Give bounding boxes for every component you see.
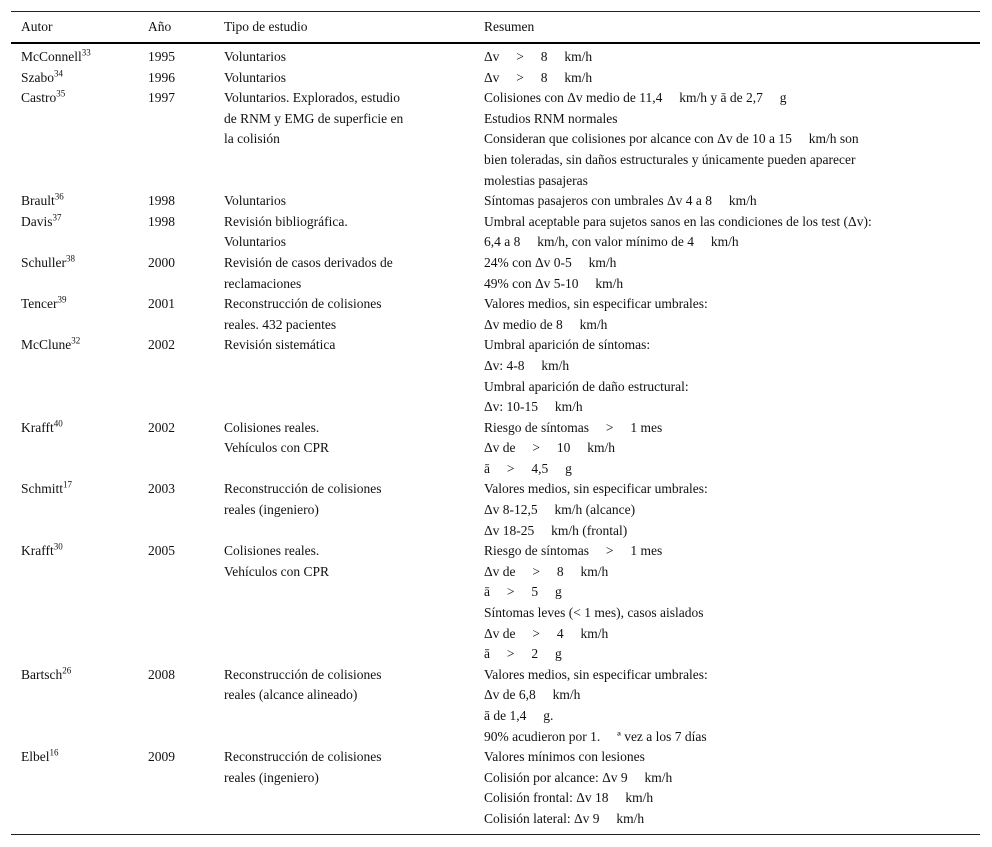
- author-name: Schuller: [21, 254, 66, 270]
- cell-tipo: [224, 335, 484, 417]
- cell-autor: [11, 253, 148, 294]
- cell-resumen: [484, 665, 980, 747]
- table-row: [11, 541, 980, 665]
- reference-number: 40: [53, 418, 63, 429]
- cell-tipo: [224, 541, 484, 665]
- resumen-line: Valores medios, sin especificar umbrales:: [484, 481, 708, 497]
- resumen-line: Colisiones con Δv medio de 11,4 km/h y ā de 2,7 g: [484, 90, 787, 106]
- tipo-line: reales (ingeniero): [224, 502, 319, 518]
- table-row: [11, 665, 980, 747]
- table-row: [11, 747, 980, 834]
- cell-resumen: [484, 541, 980, 665]
- tipo-line: reales (alcance alineado): [224, 687, 358, 703]
- author-name: Bartsch: [21, 666, 63, 682]
- resumen-line: Síntomas pasajeros con umbrales Δv 4 a 8 km/h: [484, 193, 757, 209]
- tipo-line: la colisión: [224, 131, 280, 147]
- studies-table: [11, 11, 980, 835]
- cell-tipo: [224, 212, 484, 253]
- reference-number: 17: [63, 479, 73, 490]
- table-row: [11, 43, 980, 68]
- author-name: Elbel: [21, 749, 50, 765]
- tipo-line: reales (ingeniero): [224, 769, 319, 785]
- cell-resumen: [484, 191, 980, 212]
- cell-autor: [11, 68, 148, 89]
- cell-tipo: [224, 68, 484, 89]
- resumen-line: Δv > 8 km/h: [484, 49, 593, 64]
- resumen-line: Δv: 10-15 km/h: [484, 399, 583, 415]
- resumen-line: Consideran que colisiones por alcance con Δv de 10 a 15 km/h son: [484, 131, 859, 147]
- tipo-line: Reconstrucción de colisiones: [224, 749, 382, 765]
- tipo-line: reales. 432 pacientes: [224, 316, 337, 332]
- reference-number: 36: [54, 191, 64, 202]
- resumen-line: Riesgo de síntomas > 1 mes: [484, 419, 663, 435]
- reference-number: 33: [81, 47, 91, 58]
- author-name: McClune: [21, 337, 72, 353]
- table-row: [11, 212, 980, 253]
- reference-number: 39: [57, 294, 67, 305]
- reference-number: 32: [71, 335, 81, 346]
- cell-resumen: [484, 68, 980, 89]
- reference-number: 37: [52, 212, 62, 223]
- cell-autor: [11, 88, 148, 191]
- reference-number: 16: [49, 747, 59, 758]
- author-name: Szabo: [21, 69, 54, 85]
- cell-anio: 2003: [148, 481, 175, 497]
- tipo-line: Revisión de casos derivados de: [224, 254, 393, 270]
- tipo-line: Colisiones reales.: [224, 419, 320, 435]
- resumen-line: Δv 18-25 km/h (frontal): [484, 522, 628, 538]
- cell-autor: [11, 541, 148, 665]
- reference-number: 35: [56, 88, 66, 99]
- cell-tipo: [224, 43, 484, 68]
- cell-autor: [11, 212, 148, 253]
- reference-number: 30: [53, 541, 63, 552]
- resumen-line: ā de 1,4 g.: [484, 708, 554, 723]
- cell-resumen: [484, 747, 980, 834]
- resumen-line: Riesgo de síntomas > 1 mes: [484, 543, 663, 559]
- resumen-line: Δv: 4-8 km/h: [484, 357, 570, 373]
- resumen-line: Δv > 8 km/h: [484, 69, 593, 85]
- author-name: Krafft: [21, 543, 54, 559]
- cell-anio: 2002: [148, 337, 175, 353]
- cell-resumen: [484, 212, 980, 253]
- tipo-line: Voluntarios: [224, 193, 287, 209]
- cell-resumen: [484, 43, 980, 68]
- resumen-line: Umbral aparición de síntomas:: [484, 337, 651, 353]
- author-name: Tencer: [21, 296, 58, 312]
- resumen-line: Δv 8-12,5 km/h (alcance): [484, 502, 636, 518]
- author-name: Schmitt: [21, 481, 64, 497]
- resumen-line: Valores mínimos con lesiones: [484, 749, 645, 765]
- cell-anio: 2009: [148, 749, 175, 765]
- reference-number: 34: [54, 68, 63, 79]
- cell-resumen: [484, 294, 980, 335]
- cell-autor: [11, 418, 148, 480]
- resumen-line: Colisión por alcance: Δv 9 km/h: [484, 769, 673, 785]
- cell-resumen: [484, 418, 980, 480]
- resumen-line: 90% acudieron por 1. ª vez a los 7 días: [484, 728, 707, 744]
- cell-anio: 1995: [148, 49, 175, 64]
- resumen-line: Colisión lateral: Δv 9 km/h: [484, 810, 645, 826]
- cell-autor: [11, 43, 148, 68]
- author-name: Castro: [21, 90, 57, 106]
- cell-anio: 1998: [148, 193, 175, 209]
- header-autor: Autor: [11, 12, 148, 44]
- cell-resumen: [484, 88, 980, 191]
- tipo-line: Reconstrucción de colisiones: [224, 296, 382, 312]
- header-tipo: Tipo de estudio: [224, 12, 484, 44]
- table-row: [11, 88, 980, 191]
- resumen-line: Δv de > 4 km/h: [484, 625, 609, 641]
- resumen-line: Umbral aparición de daño estructural:: [484, 378, 689, 394]
- author-name: Krafft: [21, 419, 54, 435]
- cell-autor: [11, 665, 148, 747]
- cell-tipo: [224, 665, 484, 747]
- resumen-line: Colisión frontal: Δv 18 km/h: [484, 790, 654, 806]
- cell-anio: 1998: [148, 213, 175, 229]
- tipo-line: Colisiones reales.: [224, 543, 320, 559]
- table-row: [11, 418, 980, 480]
- resumen-line: Valores medios, sin especificar umbrales:: [484, 296, 708, 312]
- resumen-line: 6,4 a 8 km/h, con valor mínimo de 4 km/h: [484, 234, 739, 250]
- resumen-line: ā > 2 g: [484, 646, 562, 662]
- table-row: [11, 294, 980, 335]
- author-name: Davis: [21, 213, 53, 229]
- cell-tipo: [224, 253, 484, 294]
- tipo-line: Voluntarios. Explorados, estudio: [224, 90, 400, 106]
- cell-tipo: [224, 479, 484, 541]
- table-body: [11, 43, 980, 834]
- author-name: McConnell: [21, 49, 82, 64]
- header-resumen: Resumen: [484, 12, 980, 44]
- cell-tipo: [224, 418, 484, 480]
- tipo-line: Reconstrucción de colisiones: [224, 666, 382, 682]
- tipo-line: Voluntarios: [224, 234, 287, 250]
- resumen-line: Umbral aceptable para sujetos sanos en las condiciones de los test (Δv):: [484, 213, 872, 229]
- tipo-line: Voluntarios: [224, 69, 287, 85]
- cell-resumen: [484, 253, 980, 294]
- resumen-line: Estudios RNM normales: [484, 110, 618, 126]
- cell-tipo: [224, 747, 484, 834]
- table-row: [11, 335, 980, 417]
- cell-anio: 2001: [148, 296, 175, 312]
- tipo-line: Vehículos con CPR: [224, 563, 330, 579]
- cell-autor: [11, 335, 148, 417]
- author-name: Brault: [21, 193, 55, 209]
- header-anio: Año: [148, 12, 224, 44]
- tipo-line: Revisión bibliográfica.: [224, 213, 348, 229]
- resumen-line: Δv de 6,8 km/h: [484, 687, 581, 703]
- cell-autor: [11, 479, 148, 541]
- cell-autor: [11, 191, 148, 212]
- resumen-line: Síntomas leves (< 1 mes), casos aislados: [484, 605, 704, 621]
- cell-tipo: [224, 88, 484, 191]
- resumen-line: molestias pasajeras: [484, 172, 588, 188]
- table-row: [11, 253, 980, 294]
- cell-autor: [11, 294, 148, 335]
- resumen-line: bien toleradas, sin daños estructurales y únicamente pueden aparecer: [484, 151, 856, 167]
- cell-anio: 1997: [148, 90, 175, 106]
- tipo-line: reclamaciones: [224, 275, 302, 291]
- reference-number: 26: [62, 665, 72, 676]
- resumen-line: ā > 5 g: [484, 584, 562, 600]
- cell-autor: [11, 747, 148, 834]
- table-row: [11, 479, 980, 541]
- cell-anio: 1996: [148, 69, 175, 85]
- resumen-line: Valores medios, sin especificar umbrales:: [484, 666, 708, 682]
- cell-resumen: [484, 479, 980, 541]
- resumen-line: ā > 4,5 g: [484, 460, 572, 476]
- resumen-line: Δv de > 8 km/h: [484, 563, 609, 579]
- tipo-line: Voluntarios: [224, 49, 287, 64]
- cell-anio: 2005: [148, 543, 175, 559]
- resumen-line: 49% con Δv 5-10 km/h: [484, 275, 624, 291]
- reference-number: 38: [66, 253, 75, 264]
- tipo-line: Vehículos con CPR: [224, 440, 330, 456]
- tipo-line: Revisión sistemática: [224, 337, 336, 353]
- resumen-line: 24% con Δv 0-5 km/h: [484, 254, 617, 270]
- cell-tipo: [224, 191, 484, 212]
- tipo-line: Reconstrucción de colisiones: [224, 481, 382, 497]
- cell-resumen: [484, 335, 980, 417]
- cell-anio: 2002: [148, 419, 175, 435]
- table-row: [11, 191, 980, 212]
- resumen-line: Δv medio de 8 km/h: [484, 316, 608, 332]
- cell-anio: 2000: [148, 254, 175, 270]
- header-row: [11, 12, 980, 44]
- table-row: [11, 68, 980, 89]
- resumen-line: Δv de > 10 km/h: [484, 440, 616, 456]
- cell-anio: 2008: [148, 666, 175, 682]
- cell-tipo: [224, 294, 484, 335]
- tipo-line: de RNM y EMG de superficie en: [224, 110, 404, 126]
